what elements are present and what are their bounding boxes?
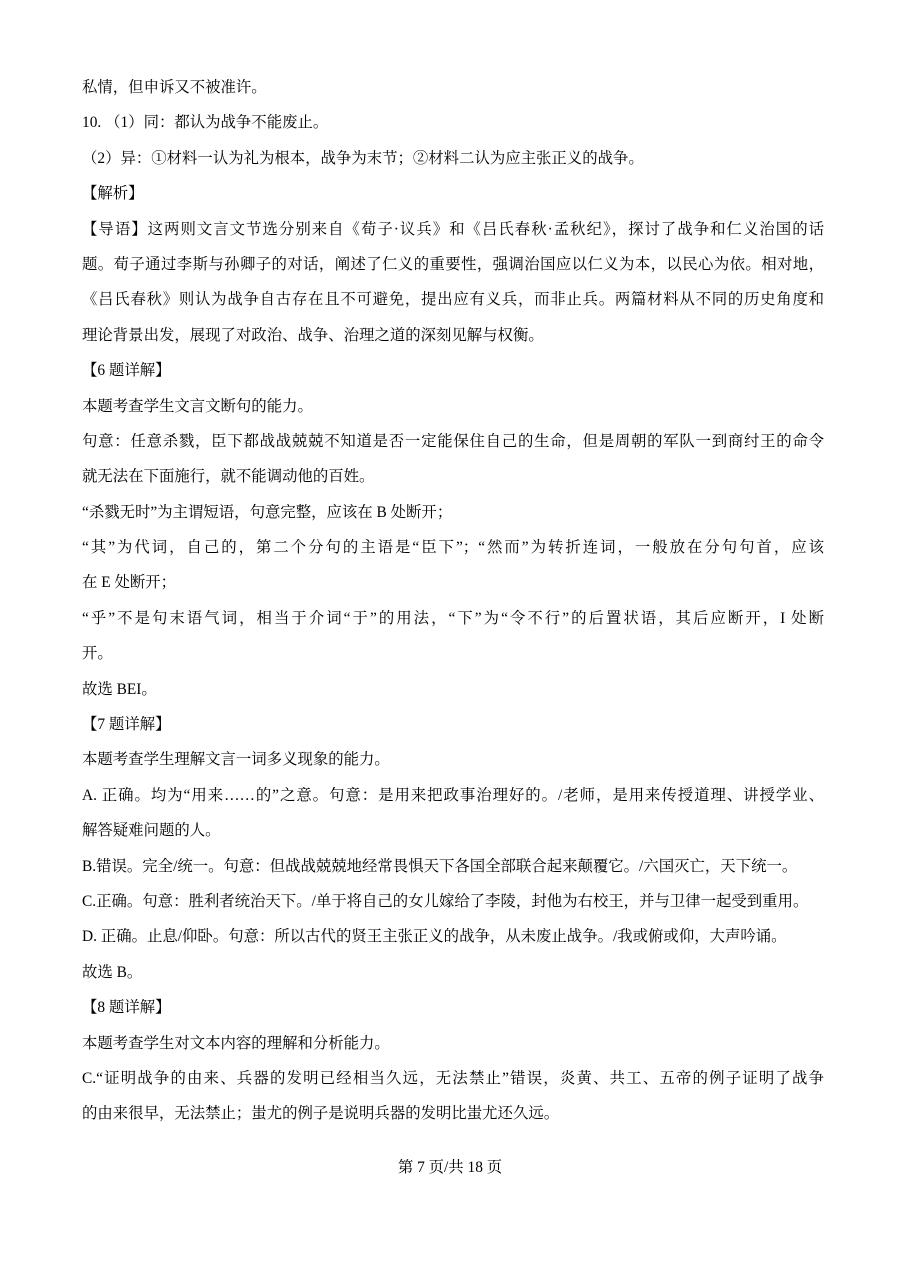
doc-line: C.“证明战争的由来、兵器的发明已经相当久远，无法禁止”错误，炎黄、共工、五帝的例子证明了战争 [82,1069,824,1087]
doc-line: 《吕氏春秋》则认为战争自古存在且不可避免，提出应有义兵，而非止兵。两篇材料从不同的历史角度和 [82,291,824,309]
doc-line: D. 正确。止息/仰卧。句意：所以古代的贤王主张正义的战争，从未废止战争。/我或俯或仰，大声吟诵。 [82,928,787,946]
doc-line: C.正确。句意：胜利者统治天下。/单于将自己的女儿嫁给了李陵，封他为右校王，并与卫律一起受到重用。 [82,892,809,910]
doc-line: 题。荀子通过李斯与孙卿子的对话，阐述了仁义的重要性，强调治国应以仁义为本，以民心为依。相对地， [82,255,824,273]
doc-line: 10. （1）同：都认为战争不能废止。 [82,114,329,132]
doc-line: （2）异：①材料一认为礼为根本，战争为末节；②材料二认为应主张正义的战争。 [82,149,644,167]
doc-line: 【导语】这两则文言文节选分别来自《荀子·议兵》和《吕氏春秋·孟秋纪》，探讨了战争和仁义治国的话 [82,220,824,238]
doc-line: “乎”不是句末语气词，相当于介词“于”的用法，“下”为“令不行”的后置状语，其后应断开，I 处断 [82,609,824,627]
doc-line: A. 正确。均为“用来……的”之意。句意：是用来把政事治理好的。/老师，是用来传授道理、讲授学业、 [82,786,824,804]
document-body [82,70,824,1132]
doc-line: 本题考查学生理解文言一词多义现象的能力。 [82,751,390,769]
doc-line: “其”为代词，自己的，第二个分句的主语是“臣下”；“然而”为转折连词，一般放在分句句首，应该 [82,539,824,557]
doc-line: 本题考查学生文言文断句的能力。 [82,397,313,415]
doc-line: 理论背景出发，展现了对政治、战争、治理之道的深刻见解与权衡。 [82,326,544,344]
doc-line: 句意：任意杀戮，臣下都战战兢兢不知道是否一定能保住自己的生命，但是周朝的军队一到商纣王的命令 [82,432,824,450]
doc-line: 的由来很早，无法禁止；蚩尤的例子是说明兵器的发明比蚩尤还久远。 [82,1105,560,1123]
doc-line: B.错误。完全/统一。句意：但战战兢兢地经常畏惧天下各国全部联合起来颠覆它。/六国灭亡，天下统一。 [82,857,798,875]
doc-line: 故选 BEI。 [82,680,157,698]
doc-line: “杀戮无时”为主谓短语，句意完整，应该在 B 处断开； [82,503,453,521]
doc-line: 私情，但申诉又不被准许。 [82,79,267,96]
doc-line: 故选 B。 [82,963,143,981]
doc-line: 在 E 处断开； [82,574,177,592]
doc-line: 本题考查学生对文本内容的理解和分析能力。 [82,1034,390,1052]
doc-line: 开。 [82,645,113,663]
section-label-analysis: 【解析】 [82,185,144,203]
section-label-q6: 【6 题详解】 [82,362,171,380]
page-number: 第 7 页/共 18 页 [397,1159,503,1176]
doc-line: 就无法在下面施行，就不能调动他的百姓。 [82,468,375,486]
doc-line: 解答疑难问题的人。 [82,822,221,840]
section-label-q8: 【8 题详解】 [82,999,171,1017]
section-label-q7: 【7 题详解】 [82,716,171,734]
